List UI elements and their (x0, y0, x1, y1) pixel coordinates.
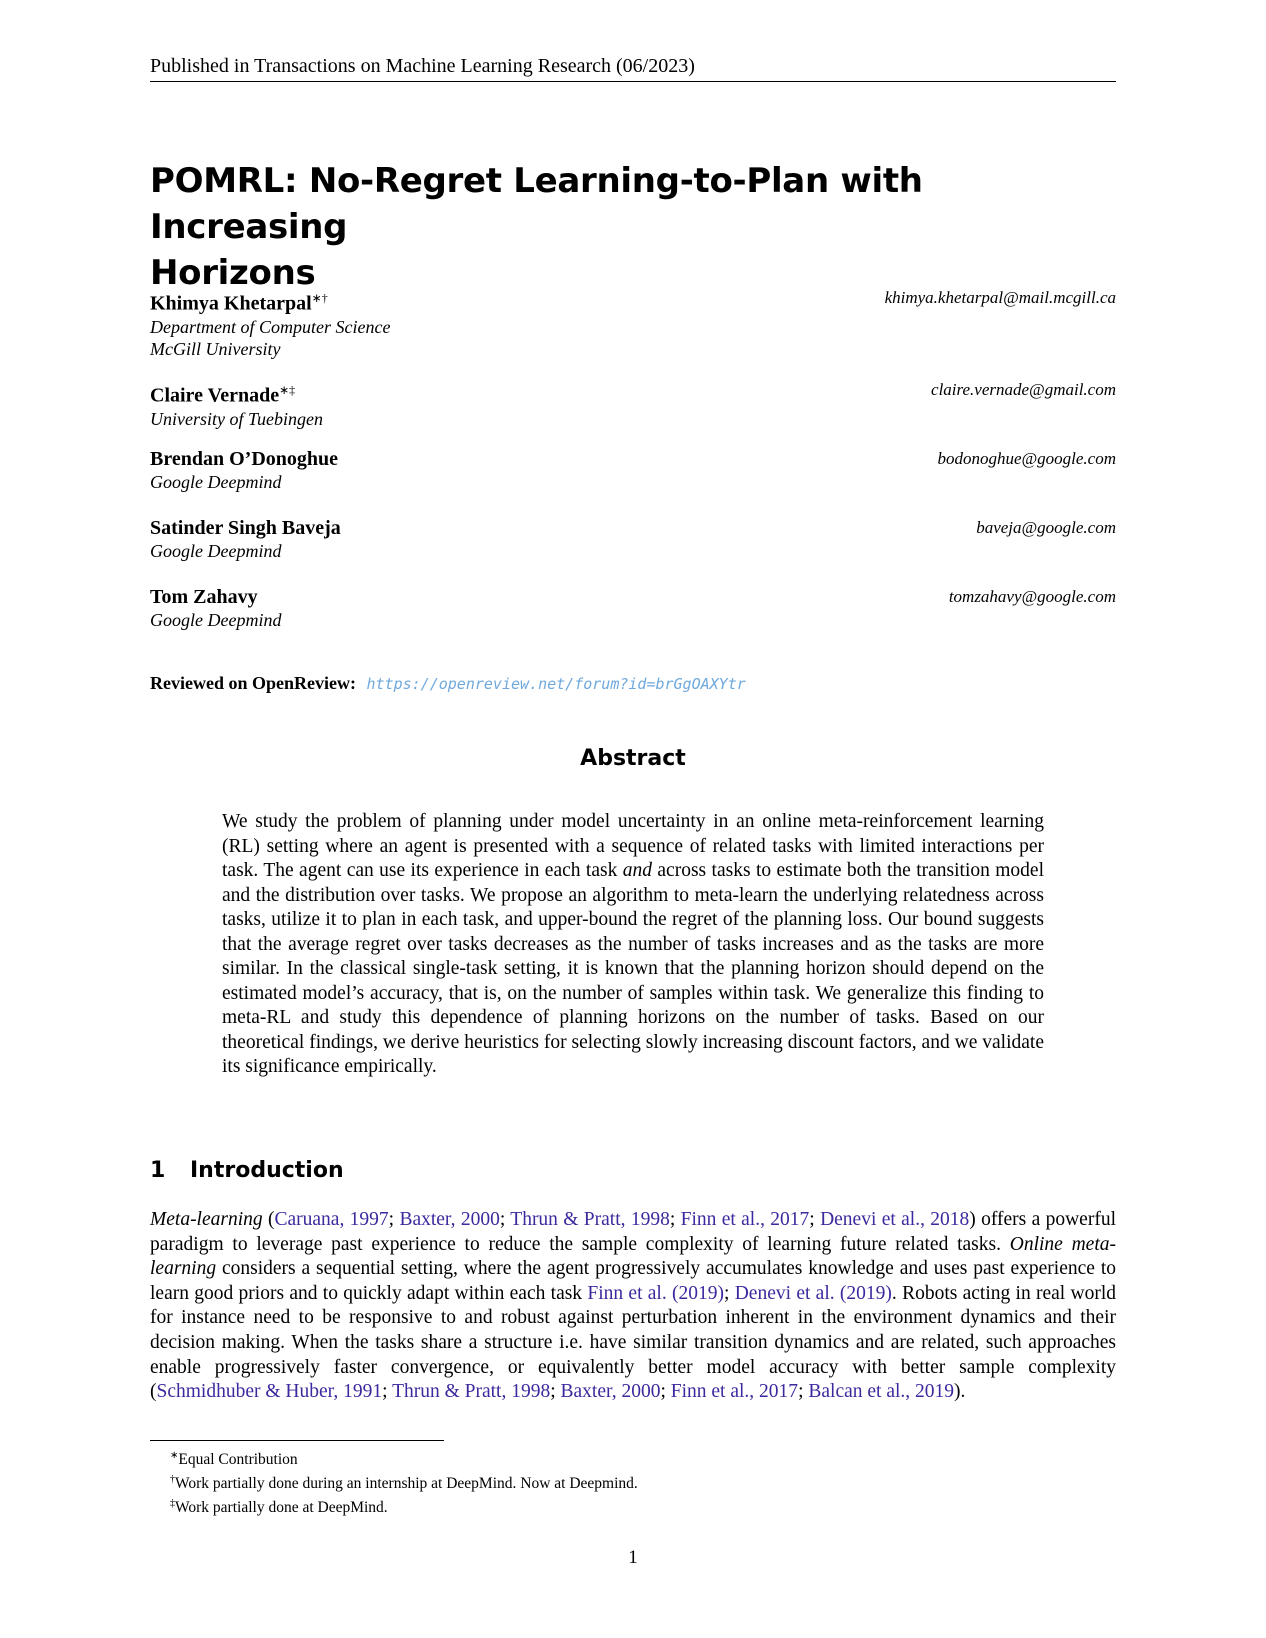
author-block (150, 516, 1116, 562)
intro-text: ; (550, 1381, 561, 1403)
footnote-text: Work partially done at DeepMind. (175, 1499, 388, 1517)
footnote-text: Equal Contribution (178, 1451, 298, 1469)
intro-text: ; (724, 1282, 735, 1304)
intro-text: ; (798, 1381, 809, 1403)
abstract-heading: Abstract (580, 746, 686, 771)
section-number: 1 (150, 1158, 166, 1183)
intro-text: ) offers a powerful paradigm to leverage past experience to reduce the sample complexity of learning future related tasks. (150, 1209, 1116, 1255)
footnotes (170, 1446, 1070, 1518)
citation-link[interactable]: Schmidhuber & Huber, 1991 (156, 1381, 383, 1403)
citation-link[interactable]: Thrun & Pratt, 1998 (510, 1209, 670, 1230)
author-email[interactable]: khimya.khetarpal@mail.mcgill.ca (884, 288, 1116, 307)
intro-text: . Robots acting in real world for instance need to be responsive to and robust against perturbation inherent in the environment dynamics and their decision making. When the tasks share a structure i.e. have similar transition dynamics and are related, such approaches enable progressively faster convergence, or equivalently better model accuracy with better sample complexity ( (150, 1282, 1117, 1403)
reviewed-label: Reviewed on OpenReview: (150, 673, 356, 693)
intro-text: ( (262, 1209, 275, 1230)
author-block (150, 378, 1116, 430)
citation-link[interactable]: Baxter, 2000 (560, 1381, 661, 1403)
section-title: Introduction (190, 1158, 344, 1183)
intro-text: ; (382, 1381, 393, 1403)
author-affiliation: Department of Computer Science (150, 316, 391, 337)
abstract-emphasis: and (622, 860, 652, 881)
intro-text: considers a sequential setting, where the agent progressively accumulates knowledge and uses past experience to learn good priors and to quickly adapt within each task (150, 1258, 1116, 1304)
citation-link[interactable]: Thrun & Pratt, 1998 (392, 1381, 551, 1403)
citation-link[interactable]: Finn et al. (2019) (587, 1282, 724, 1304)
author-email[interactable]: claire.vernade@gmail.com (931, 380, 1116, 399)
title-line-2: Horizons (150, 253, 316, 293)
reviewed-on-openreview (150, 671, 746, 696)
intro-text: ; (809, 1209, 821, 1230)
abstract-text: We study the problem of planning under model uncertainty in an online meta-reinforcement learning (RL) setting where an agent is presented with a sequence of related tasks with limited interactions per task. The agent can use its experience in each task (222, 811, 1044, 881)
abstract-body (222, 810, 1044, 1080)
footnote-text: Work partially done during an internship at DeepMind. Now at Deepmind. (175, 1475, 638, 1493)
footnote-divider (150, 1440, 444, 1441)
intro-text: ; (388, 1209, 400, 1230)
footnote-mark: ‡ (170, 1498, 175, 1510)
footnote-mark: † (170, 1474, 175, 1486)
author-email[interactable]: baveja@google.com (976, 518, 1116, 537)
citation-link[interactable]: Denevi et al. (2019) (734, 1282, 892, 1304)
paper-title (150, 158, 1116, 296)
intro-text: ; (499, 1209, 511, 1230)
author-affiliation: Google Deepmind (150, 610, 282, 630)
citation-link[interactable]: Balcan et al., 2019 (808, 1381, 955, 1403)
author-marks: ∗† (311, 291, 328, 305)
author-block (150, 585, 1116, 631)
abstract-text: across tasks to estimate both the transition model and the distribution over tasks. We propose an algorithm to meta-learn the underlying relatedness across tasks, utilize it to plan in each task, and upper-bound the regret of the planning loss. Our bound suggests that the average regret over tasks decreases as the number of tasks increases and as the tasks are more similar. In the classical single-task setting, it is known that the planning horizon should depend on the estimated model’s accuracy, that is, on the number of samples within task. We generalize this finding to meta-RL and study this dependence of planning horizons on the number of tasks. Based on our theoretical findings, we derive heuristics for selecting slowly increasing discount factors, and we validate its significance empirically. (222, 860, 1045, 1077)
citation-link[interactable]: Finn et al., 2017 (670, 1381, 799, 1403)
author-affiliation: Google Deepmind (150, 541, 282, 561)
section-heading (150, 1157, 344, 1185)
author-name: Brendan O’Donoghue (150, 448, 339, 470)
footnote-mark: ∗ (170, 1450, 179, 1461)
openreview-link[interactable]: https://openreview.net/forum?id=brGgOAXYtr (366, 675, 746, 693)
author-name: Tom Zahavy (150, 586, 258, 608)
author-affiliation: McGill University (150, 338, 281, 359)
author-block (150, 286, 1116, 360)
intro-paragraph (150, 1208, 1116, 1405)
author-email[interactable]: tomzahavy@google.com (948, 587, 1116, 606)
page-number: 1 (628, 1547, 638, 1568)
footnote (170, 1446, 1070, 1470)
footnote (170, 1494, 1070, 1518)
author-marks: ∗‡ (279, 383, 296, 397)
author-block (150, 447, 1116, 493)
citation-link[interactable]: Baxter, 2000 (399, 1209, 500, 1230)
author-affiliation: University of Tuebingen (150, 408, 323, 429)
intro-emphasis: Meta-learning (150, 1209, 263, 1230)
author-affiliation: Google Deepmind (150, 472, 282, 492)
intro-text: ). (954, 1381, 966, 1403)
author-name: Claire Vernade (150, 384, 280, 407)
citation-link[interactable]: Finn et al., 2017 (680, 1209, 810, 1230)
author-name: Khimya Khetarpal (150, 292, 312, 315)
running-head: Published in Transactions on Machine Learning Research (06/2023) (150, 54, 1116, 82)
citation-link[interactable]: Caruana, 1997 (274, 1209, 389, 1230)
intro-emphasis: Online meta-learning (150, 1233, 1116, 1280)
intro-text: ; (669, 1209, 681, 1230)
intro-text: ; (660, 1381, 671, 1403)
author-email[interactable]: bodonoghue@google.com (937, 449, 1116, 468)
citation-link[interactable]: Denevi et al., 2018 (820, 1209, 970, 1230)
footnote (170, 1470, 1070, 1494)
author-name: Satinder Singh Baveja (150, 517, 341, 539)
title-line-1: POMRL: No-Regret Learning-to-Plan with Increasing (150, 161, 923, 247)
